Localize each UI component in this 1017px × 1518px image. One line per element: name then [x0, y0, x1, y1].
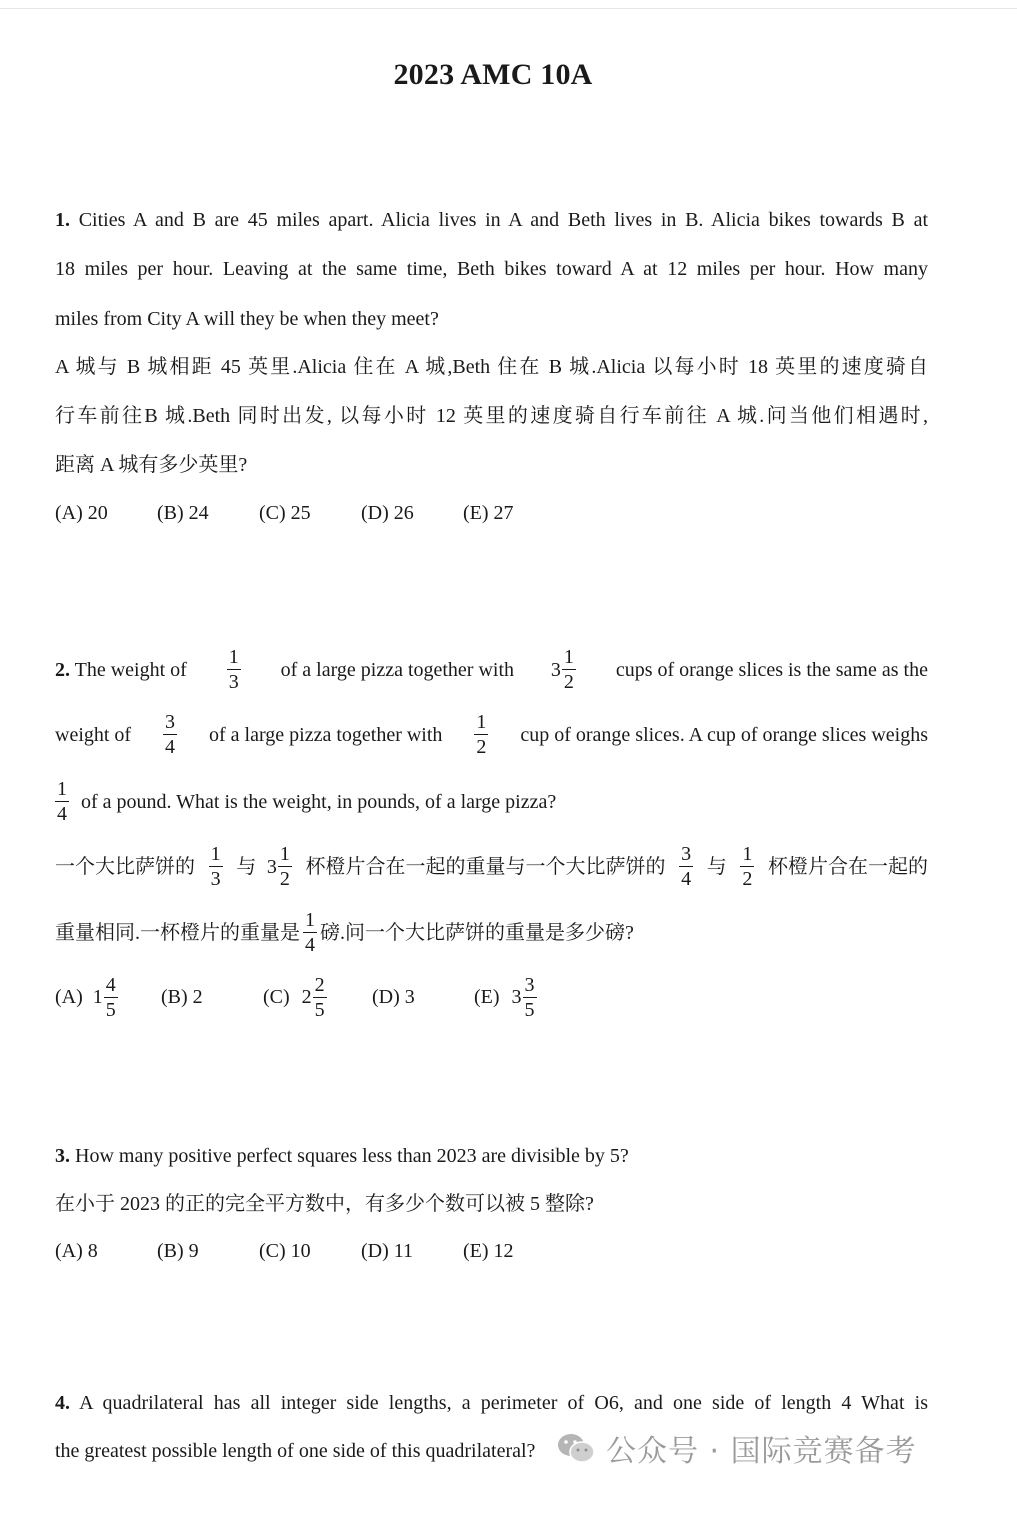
watermark	[556, 1426, 917, 1470]
q2-option-e	[474, 974, 540, 1021]
denominator: 2	[279, 868, 290, 891]
q3-option-b: (B) 9	[157, 1240, 199, 1262]
q2-zh-line-1	[55, 843, 928, 890]
q2-zh-text-2a: 重量相同.一杯橙片的重量是	[55, 921, 300, 944]
denominator: 3	[210, 868, 221, 891]
q4-en-text-1: A quadrilateral has all integer side lengths, a perimeter of O6, and one side of length 4 What is	[79, 1392, 928, 1414]
q2-options	[55, 974, 540, 1021]
q2-text-2a: weight of	[55, 723, 132, 746]
numerator: 1	[305, 909, 315, 931]
denominator: 4	[681, 868, 692, 891]
numerator: 1	[279, 843, 290, 865]
whole: 3	[550, 658, 561, 681]
q3-en-line	[55, 1142, 629, 1170]
q3-zh-line: 在小于 2023 的正的完全平方数中，有多少个数可以被 5 整除?	[55, 1193, 594, 1215]
q2-zh-line-2	[55, 909, 634, 956]
q2-fraction-one-third	[227, 646, 241, 693]
option-label: (A)	[55, 986, 83, 1009]
numerator: 1	[742, 843, 753, 865]
q3-number: 3.	[55, 1145, 70, 1167]
q2-zh-fraction-one-third	[209, 843, 223, 890]
q1-number: 1.	[55, 209, 70, 231]
whole: 3	[266, 855, 277, 878]
watermark-text: 公众号 · 国际竞赛备考	[606, 1434, 917, 1469]
q2-zh-fraction-three-quarters	[679, 843, 693, 890]
q2-en-line-1	[55, 646, 928, 693]
whole: 2	[301, 986, 312, 1009]
whole: 3	[511, 986, 522, 1009]
page-title: 2023 AMC 10A	[393, 58, 593, 91]
denominator: 5	[524, 999, 535, 1022]
denominator: 5	[105, 999, 116, 1022]
q3-option-c: (C) 10	[259, 1240, 311, 1262]
q2-fraction-three-quarters	[163, 711, 177, 758]
q3-option-e: (E) 12	[463, 1240, 514, 1262]
numerator: 1	[476, 711, 487, 733]
q2-option-c	[263, 974, 372, 1021]
q3-option-a: (A) 8	[55, 1240, 98, 1262]
q2-text-1c: cups of orange slices is the same as the	[615, 658, 928, 681]
numerator: 4	[105, 974, 116, 996]
numerator: 1	[563, 646, 574, 668]
q2-zh-mixed-three-half	[267, 843, 295, 890]
q3-en-text: How many positive perfect squares less than 2023 are divisible by 5?	[75, 1145, 629, 1167]
q2-zh-text-1a: 一个大比萨饼的	[55, 855, 195, 878]
q1-options	[55, 502, 565, 525]
denominator: 2	[563, 671, 574, 694]
q2-text-1b: of a large pizza together with	[280, 658, 515, 681]
denominator: 3	[228, 671, 239, 694]
q2-fraction-one-half	[474, 711, 488, 758]
q2-en-line-2	[55, 711, 928, 758]
q2-mixed-three-half	[551, 646, 579, 693]
q4-en-line-2: the greatest possible length of one side of this quadrilateral?	[55, 1440, 536, 1462]
q2-fraction-one-quarter	[55, 778, 69, 825]
option-label: (E)	[474, 986, 500, 1009]
option-label: (C)	[263, 986, 290, 1009]
q2-text-2c: cup of orange slices. A cup of orange slices weighs	[520, 723, 928, 746]
q2-option-d: (D) 3	[372, 986, 415, 1009]
q1-zh-line-3: 距离 A 城有多少英里?	[55, 454, 248, 476]
denominator: 4	[165, 736, 176, 759]
q2-zh-fraction-one-half	[740, 843, 754, 890]
q1-option-a: (A) 20	[55, 502, 108, 524]
q1-option-b: (B) 24	[157, 502, 209, 524]
numerator: 3	[165, 711, 176, 733]
q2-zh-text-2b: 磅.问一个大比萨饼的重量是多少磅?	[320, 921, 634, 944]
q2-option-b: (B) 2	[161, 986, 203, 1009]
q1-en-line-1	[55, 206, 928, 234]
wechat-icon	[556, 1431, 596, 1465]
q2-number: 2.	[55, 658, 70, 681]
q2-zh-text-1d: 与	[706, 855, 727, 878]
q2-zh-text-1c: 杯橙片合在一起的重量与一个大比萨饼的	[305, 855, 666, 878]
q2-text-2b: of a large pizza together with	[209, 723, 443, 746]
whole: 1	[92, 986, 103, 1009]
q1-en-text-1: Cities A and B are 45 miles apart. Alicia lives in A and Beth lives in B. Alicia bikes towards B at	[78, 209, 929, 231]
q2-text-3a: of a pound. What is the weight, in pounds, of a large pizza?	[81, 790, 557, 813]
numerator: 3	[524, 974, 535, 996]
q1-zh-line-2: 行车前往B 城.Beth 同时出发, 以每小时 12 英里的速度骑自行车前往 A 城.问当他们相遇时,	[55, 405, 928, 427]
q3-option-d: (D) 11	[361, 1240, 414, 1262]
numerator: 1	[57, 778, 67, 800]
numerator: 3	[681, 843, 692, 865]
q1-en-line-3: miles from City A will they be when they meet?	[55, 308, 439, 330]
q2-zh-text-1b: 与	[236, 855, 257, 878]
q2-option-a	[55, 974, 161, 1021]
q4-en-line-1	[55, 1389, 928, 1417]
q1-en-line-2: 18 miles per hour. Leaving at the same time, Beth bikes toward A at 12 miles per hour. How many	[55, 258, 928, 280]
q4-number: 4.	[55, 1392, 70, 1414]
denominator: 2	[476, 736, 487, 759]
denominator: 5	[314, 999, 325, 1022]
numerator: 2	[314, 974, 325, 996]
top-divider	[0, 8, 1017, 9]
denominator: 4	[57, 803, 67, 826]
q1-zh-line-1: A 城与 B 城相距 45 英里.Alicia 住在 A 城,Beth 住在 B 城.Alicia 以每小时 18 英里的速度骑自	[55, 356, 928, 378]
numerator: 1	[210, 843, 221, 865]
denominator: 4	[305, 934, 315, 957]
q2-zh-text-1e: 杯橙片合在一起的	[768, 855, 928, 878]
q1-option-c: (C) 25	[259, 502, 311, 524]
denominator: 2	[742, 868, 753, 891]
q1-option-d: (D) 26	[361, 502, 414, 524]
q1-option-e: (E) 27	[463, 502, 514, 524]
q2-text-1a: The weight of	[74, 658, 187, 681]
q2-zh-fraction-one-quarter	[303, 909, 317, 956]
numerator: 1	[228, 646, 239, 668]
q2-en-line-3	[55, 778, 556, 825]
q3-options	[55, 1240, 565, 1263]
